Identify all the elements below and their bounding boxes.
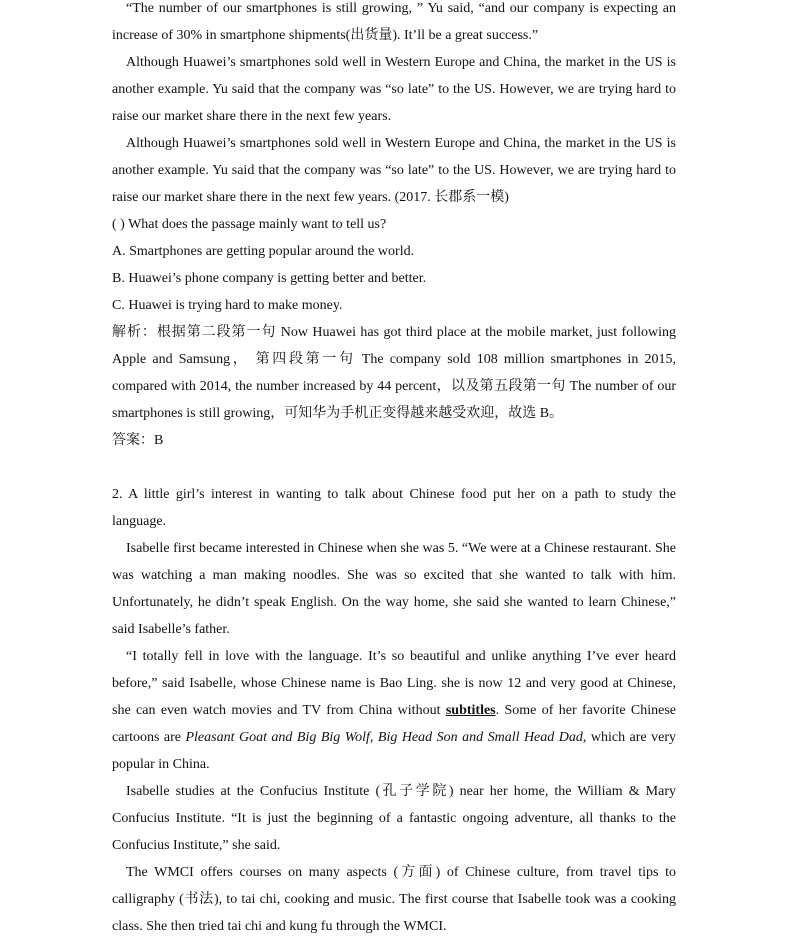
option-a: A. Smartphones are getting popular around the world.	[112, 244, 415, 259]
answer-text: 答案：B	[112, 433, 164, 448]
paragraph-first-interest: Isabelle first became interested in Chinese when she was 5. “We were at a Chinese restaurant. She was watching a man making noodles. She was so excited that she wanted to talk with him. Unfortunately, he didn’t speak English. On the way home, she said she wanted to learn Chinese,” said Isabelle’s father.	[112, 541, 676, 637]
passage-title: 2. A little girl’s interest in wanting to talk about Chinese food put her on a path to study the language.	[112, 487, 676, 529]
cartoon-titles: Pleasant Goat and Big Big Wolf, Big Head Son and Small Head Dad	[185, 730, 583, 745]
love-text-part2: . Some of her favorite Chinese cartoons are	[112, 703, 677, 745]
option-c: C. Huawei is trying hard to make money.	[112, 298, 343, 313]
paragraph-wmci: The WMCI offers courses on many aspects (方面) of Chinese culture, from travel tips to calligraphy (书法), to tai chi, cooking and music. The first course that Isabelle took was a cooking class. She then tried tai chi and kung fu through the WMCI.	[112, 865, 676, 934]
paragraph-us-market: Although Huawei’s smartphones sold well in Western Europe and China, the market in the US is another example. Yu said that the company was “so late” to the US. However, we are trying hard to raise our market share there in the next few years.	[112, 55, 676, 124]
love-text-part1: “I totally fell in love with the language. It’s so beautiful and unlike anything I’ve ever heard before,” said Isabelle, whose Chinese name is Bao Ling. she is now 12 and very good at Chinese, she can even watch movies and TV from China without	[112, 649, 676, 718]
question-text: ( ) What does the passage mainly want to tell us?	[112, 217, 387, 232]
paragraph-love-language	[112, 643, 676, 778]
paragraph-growth-quote: “The number of our smartphones is still growing, ” Yu said, “and our company is expecting an increase of 30% in smartphone shipments(出货量). It’ll be a great success.”	[112, 1, 676, 43]
analysis-text: 解析：根据第二段第一句 Now Huawei has got third place at the mobile market, just following Apple and Samsung， 第四段第一句 The company sold 108 million smartphones in 2015, compared with 2014, the number increased by 44 percent，以及第五段第一句 The number of our smartphones is still growing，可知华为手机正变得越来越受欢迎，故选 B。	[112, 325, 676, 421]
section-gap	[112, 454, 676, 481]
paragraph-us-market-repeat: Although Huawei’s smartphones sold well in Western Europe and China, the market in the US is another example. Yu said that the company was “so late” to the US. However, we are trying hard to raise our market share there in the next few years. (2017. 长郡系一模)	[112, 136, 676, 205]
document-page	[112, 0, 676, 940]
love-text-part3: , which are very popular in China.	[112, 730, 676, 772]
subtitles-word: subtitles	[445, 703, 496, 718]
paragraph-institute: Isabelle studies at the Confucius Institute (孔子学院) near her home, the William & Mary Confucius Institute. “It is just the beginning of a fantastic ongoing adventure, all thanks to the Confucius Institute,” she said.	[112, 784, 676, 853]
option-b: B. Huawei’s phone company is getting better and better.	[112, 271, 427, 286]
